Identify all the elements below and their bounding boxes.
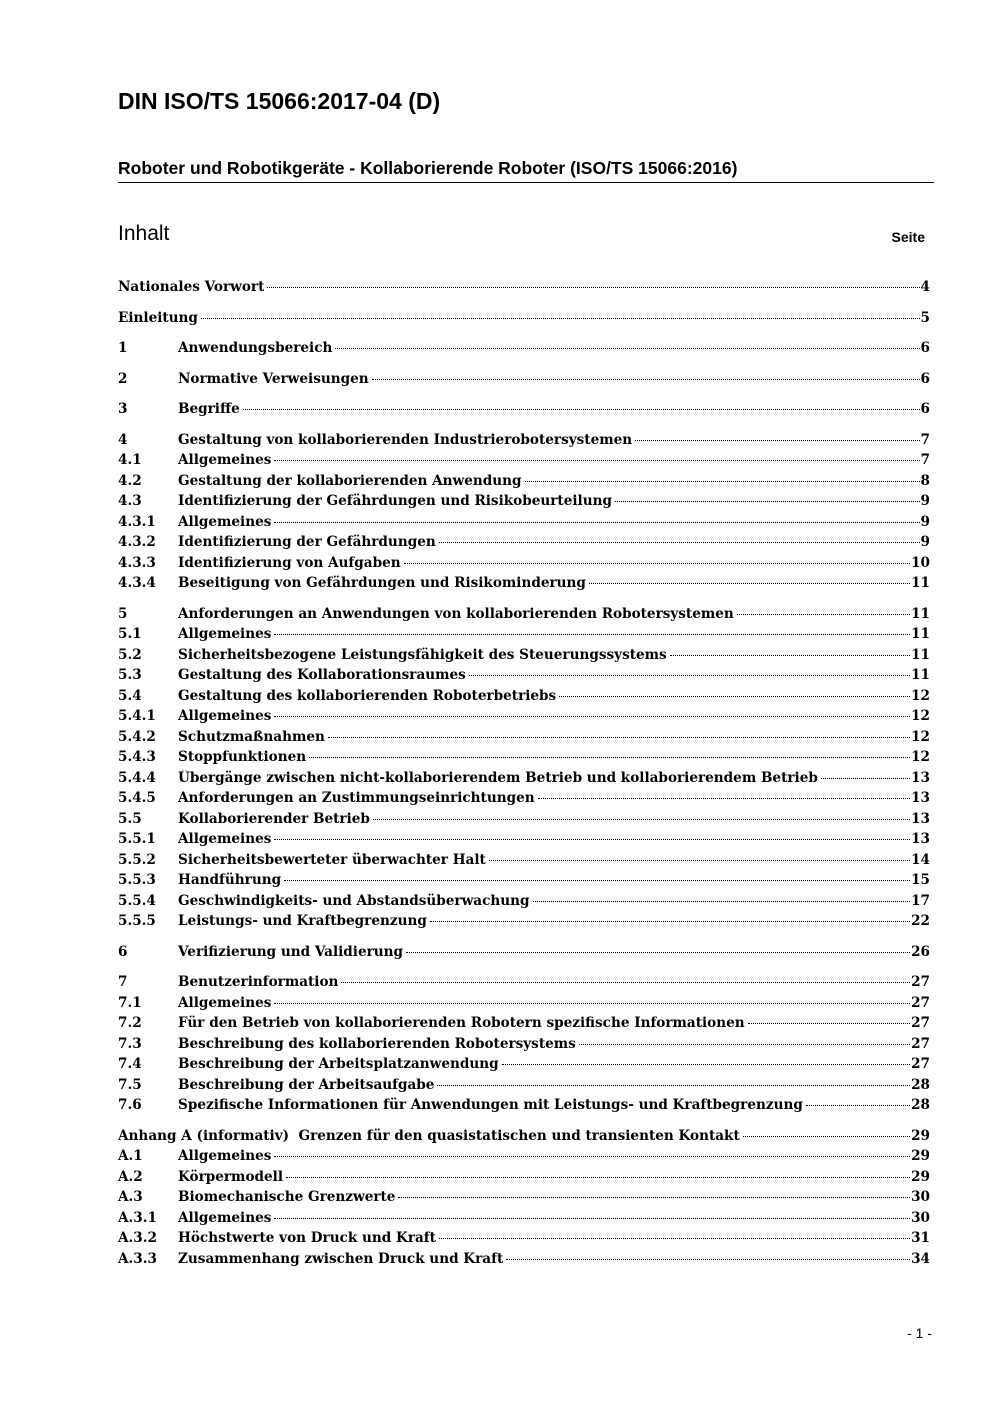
toc-entry-title: Spezifische Informationen für Anwendungen mit Leistungs- und Kraftbegrenzung <box>178 1097 803 1113</box>
toc-entry-title: Sicherheitsbewerteter überwachter Halt <box>178 851 486 868</box>
toc-entry-page: 9 <box>920 534 930 550</box>
toc-dot-leader <box>274 839 910 840</box>
toc-entry-title: Identifizierung der Gefährdungen <box>178 534 436 550</box>
toc-dot-leader <box>748 1023 910 1024</box>
toc-entry-title: Stoppfunktionen <box>178 749 307 765</box>
toc-entry-title: Allgemeines <box>178 1209 272 1226</box>
toc-dot-leader <box>372 379 920 380</box>
toc-entry-title: Allgemeines <box>178 1148 272 1164</box>
toc-entry-title: Sicherheitsbezogene Leistungsfähigkeit des Steuerungssystems <box>178 646 667 663</box>
toc-entry-number: 4 <box>118 431 128 448</box>
toc-entry[interactable] <box>118 401 930 422</box>
toc-entry-page: 7 <box>920 431 930 448</box>
toc-entry-page: 14 <box>911 851 930 868</box>
toc-entry-page: 30 <box>911 1209 930 1226</box>
toc-entry-page: 30 <box>911 1189 930 1205</box>
toc-entry[interactable] <box>118 1036 930 1057</box>
toc-dot-leader <box>286 1177 910 1178</box>
toc-entry-title: Einleitung <box>118 309 198 326</box>
toc-entry-title: Beseitigung von Gefährdungen und Risikominderung <box>178 575 586 591</box>
toc-dot-leader <box>502 1064 910 1065</box>
toc-entry[interactable] <box>118 626 930 647</box>
toc-entry-page: 8 <box>920 472 930 489</box>
toc-entry-title: Körpermodell <box>178 1168 283 1185</box>
toc-entry[interactable] <box>118 1230 930 1251</box>
toc-entry-title: Für den Betrieb von kollaborierenden Robotern spezifische Informationen <box>178 1015 745 1031</box>
toc-entry-number: 5.4 <box>118 687 142 704</box>
toc-entry[interactable] <box>118 575 930 596</box>
toc-entry-number: 7.5 <box>118 1076 142 1093</box>
toc-dot-leader <box>274 634 910 635</box>
toc-entry-title: Anforderungen an Anwendungen von kollaborierenden Robotersystemen <box>178 605 734 622</box>
toc-entry[interactable] <box>118 852 930 873</box>
toc-dot-leader <box>469 675 910 676</box>
toc-entry-number: A.3.1 <box>118 1209 157 1226</box>
toc-entry[interactable] <box>118 913 930 934</box>
toc-entry-number: 7.3 <box>118 1035 142 1052</box>
document-title: DIN ISO/TS 15066:2017-04 (D) <box>118 88 441 114</box>
toc-dot-leader <box>243 409 920 410</box>
toc-dot-leader <box>274 716 910 717</box>
toc-entry-page: 15 <box>911 872 930 888</box>
toc-entry[interactable] <box>118 831 930 852</box>
toc-entry[interactable] <box>118 1015 930 1036</box>
toc-entry[interactable] <box>118 893 930 914</box>
toc-dot-leader <box>525 481 920 482</box>
toc-entry[interactable] <box>118 371 930 392</box>
toc-entry-title: Beschreibung der Arbeitsaufgabe <box>178 1076 435 1093</box>
toc-entry-page: 27 <box>911 994 930 1011</box>
toc-entry[interactable] <box>118 493 930 514</box>
toc-dot-leader <box>430 921 910 922</box>
toc-entry-title: Normative Verweisungen <box>178 370 369 387</box>
toc-entry-title: Benutzerinformation <box>178 974 339 990</box>
toc-entry-number: 5.1 <box>118 626 142 642</box>
toc-dot-leader <box>437 1085 910 1086</box>
toc-entry-page: 28 <box>911 1076 930 1093</box>
toc-entry-title: Begriffe <box>178 401 240 417</box>
toc-dot-leader <box>635 440 919 441</box>
toc-entry[interactable] <box>118 1169 930 1190</box>
toc-entry-title: Übergänge zwischen nicht-kollaborierendem Betrieb und kollaborierendem Betrieb <box>178 769 818 786</box>
toc-entry[interactable] <box>118 872 930 893</box>
toc-entry-number: 5 <box>118 605 128 622</box>
toc-entry-title: Allgemeines <box>178 708 272 724</box>
toc-entry-number: 5.5 <box>118 810 142 827</box>
toc-dot-leader <box>328 737 910 738</box>
toc-entry-number: 5.5.4 <box>118 892 156 909</box>
toc-dot-leader <box>398 1197 910 1198</box>
toc-entry-number: 5.4.3 <box>118 749 156 765</box>
toc-entry[interactable] <box>118 790 930 811</box>
toc-entry[interactable] <box>118 729 930 750</box>
toc-entry-title: Beschreibung des kollaborierenden Robotersystems <box>178 1035 576 1052</box>
toc-entry[interactable] <box>118 534 930 555</box>
toc-dot-leader <box>406 952 910 953</box>
toc-entry-number: 5.4.2 <box>118 728 156 745</box>
toc-dot-leader <box>489 860 910 861</box>
toc-entry[interactable] <box>118 995 930 1016</box>
toc-dot-leader <box>309 757 910 758</box>
toc-entry[interactable] <box>118 944 930 965</box>
toc-entry-page: 11 <box>911 667 930 683</box>
toc-entry[interactable] <box>118 688 930 709</box>
toc-entry-page: 34 <box>911 1250 930 1267</box>
toc-dot-leader <box>439 1238 910 1239</box>
toc-entry[interactable] <box>118 555 930 576</box>
toc-entry-number: 7.4 <box>118 1056 142 1072</box>
toc-entry-title: Gestaltung des kollaborierenden Roboterbetriebs <box>178 687 557 704</box>
toc-entry-title: Höchstwerte von Druck und Kraft <box>178 1230 436 1246</box>
toc-dot-leader <box>821 778 910 779</box>
toc-entry-page: 28 <box>911 1097 930 1113</box>
toc-entry-number: 5.4.4 <box>118 769 156 786</box>
toc-entry-page: 26 <box>911 943 930 960</box>
toc-dot-leader <box>267 287 919 288</box>
toc-entry-number: 4.3.3 <box>118 554 156 571</box>
toc-entry-title: Kollaborierender Betrieb <box>178 810 370 827</box>
toc-entry-number: 4.1 <box>118 452 142 468</box>
toc-entry-page: 11 <box>911 626 930 642</box>
toc-entry[interactable] <box>118 1189 930 1210</box>
toc-dot-leader <box>439 542 920 543</box>
toc-entry-page: 7 <box>920 452 930 468</box>
toc-entry-page: 13 <box>911 831 930 847</box>
toc-dot-leader <box>274 522 919 523</box>
toc-dot-leader <box>274 1156 910 1157</box>
toc-entry-number: 4.3.1 <box>118 513 156 530</box>
toc-entry-number: 5.4.5 <box>118 790 156 806</box>
toc-dot-leader <box>404 563 910 564</box>
toc-dot-leader <box>506 1259 910 1260</box>
toc-entry[interactable] <box>118 1210 930 1231</box>
toc-entry-page: 4 <box>920 279 930 295</box>
toc-entry-number: 5.5.1 <box>118 831 156 847</box>
toc-entry-number: 5.2 <box>118 646 142 663</box>
toc-entry-title: Allgemeines <box>178 513 272 530</box>
toc-dot-leader <box>806 1105 910 1106</box>
toc-entry-title: Anwendungsbereich <box>178 340 333 356</box>
toc-dot-leader <box>373 819 910 820</box>
toc-entry-number: 3 <box>118 401 128 417</box>
toc-dot-leader <box>201 318 920 319</box>
table-of-contents <box>118 279 930 1271</box>
toc-entry-number: 5.3 <box>118 667 142 683</box>
toc-entry[interactable] <box>118 770 930 791</box>
toc-entry-page: 31 <box>911 1230 930 1246</box>
toc-entry-number: 1 <box>118 340 128 356</box>
toc-entry-number: A.3.3 <box>118 1250 157 1267</box>
toc-entry-title: Anforderungen an Zustimmungseinrichtungen <box>178 790 535 806</box>
toc-entry-title: Allgemeines <box>178 626 272 642</box>
toc-entry-page: 11 <box>911 646 930 663</box>
toc-entry-page: 5 <box>920 309 930 326</box>
toc-entry-number: 5.5.2 <box>118 851 156 868</box>
toc-entry-number: A.3 <box>118 1189 143 1205</box>
toc-entry[interactable] <box>118 514 930 535</box>
contents-heading: Inhalt <box>118 222 170 245</box>
toc-entry-title: Gestaltung von kollaborierenden Industrierobotersystemen <box>178 431 633 448</box>
toc-entry-title: Geschwindigkeits- und Abstandsüberwachung <box>178 892 530 909</box>
toc-entry-title: Identifizierung von Aufgaben <box>178 554 401 571</box>
toc-entry-page: 6 <box>920 340 930 356</box>
toc-entry-page: 13 <box>911 769 930 786</box>
toc-entry-page: 9 <box>920 513 930 530</box>
toc-entry-title: Biomechanische Grenzwerte <box>178 1189 396 1205</box>
toc-entry[interactable] <box>118 647 930 668</box>
toc-entry-title: Anhang A (informativ) Grenzen für den quasistatischen und transienten Kontakt <box>118 1127 740 1144</box>
toc-entry-page: 10 <box>911 554 930 571</box>
document-subtitle: Roboter und Robotikgeräte - Kollaborierende Roboter (ISO/TS 15066:2016) <box>118 158 738 178</box>
toc-entry-number: 4.3 <box>118 493 142 509</box>
toc-entry-number: 5.5.3 <box>118 872 156 888</box>
page-number: - 1 - <box>907 1325 932 1341</box>
toc-entry-page: 29 <box>911 1127 930 1144</box>
toc-entry-page: 11 <box>911 575 930 591</box>
toc-entry-number: 4.3.2 <box>118 534 156 550</box>
toc-entry[interactable] <box>118 279 930 300</box>
toc-entry-number: 4.3.4 <box>118 575 156 591</box>
toc-entry[interactable] <box>118 1056 930 1077</box>
toc-entry-number: 7.2 <box>118 1015 142 1031</box>
toc-entry-page: 13 <box>911 790 930 806</box>
toc-entry-number: A.2 <box>118 1168 143 1185</box>
toc-entry-title: Allgemeines <box>178 831 272 847</box>
toc-entry-page: 13 <box>911 810 930 827</box>
toc-dot-leader <box>743 1136 910 1137</box>
toc-dot-leader <box>538 798 910 799</box>
toc-entry[interactable] <box>118 340 930 361</box>
toc-entry-page: 6 <box>920 401 930 417</box>
toc-entry-page: 29 <box>911 1168 930 1185</box>
toc-entry-title: Nationales Vorwort <box>118 279 265 295</box>
toc-entry[interactable] <box>118 708 930 729</box>
toc-entry-page: 27 <box>911 974 930 990</box>
toc-dot-leader <box>284 880 910 881</box>
toc-entry-number: A.1 <box>118 1148 143 1164</box>
toc-entry-number: 7.6 <box>118 1097 142 1113</box>
toc-entry-title: Allgemeines <box>178 452 272 468</box>
toc-entry-number: 5.5.5 <box>118 913 156 929</box>
toc-entry-page: 17 <box>911 892 930 909</box>
toc-dot-leader <box>670 655 910 656</box>
toc-entry-title: Gestaltung des Kollaborationsraumes <box>178 667 466 683</box>
toc-entry[interactable] <box>118 667 930 688</box>
toc-dot-leader <box>589 583 910 584</box>
toc-entry[interactable] <box>118 749 930 770</box>
toc-entry-title: Zusammenhang zwischen Druck und Kraft <box>178 1250 504 1267</box>
toc-entry-title: Identifizierung der Gefährdungen und Risikobeurteilung <box>178 493 612 509</box>
toc-dot-leader <box>274 460 919 461</box>
toc-entry-number: 7 <box>118 974 128 990</box>
toc-entry-number: A.3.2 <box>118 1230 157 1246</box>
toc-entry-page: 12 <box>911 687 930 704</box>
toc-entry-title: Schutzmaßnahmen <box>178 728 325 745</box>
toc-entry-page: 27 <box>911 1035 930 1052</box>
toc-entry-page: 27 <box>911 1056 930 1072</box>
toc-entry-number: 6 <box>118 943 128 960</box>
toc-dot-leader <box>274 1218 910 1219</box>
toc-entry[interactable] <box>118 1077 930 1098</box>
toc-entry-page: 12 <box>911 708 930 724</box>
toc-entry-number: 4.2 <box>118 472 142 489</box>
toc-entry-number: 7.1 <box>118 994 142 1011</box>
toc-entry-page: 11 <box>911 605 930 622</box>
toc-entry-page: 29 <box>911 1148 930 1164</box>
toc-entry[interactable] <box>118 606 930 627</box>
toc-dot-leader <box>533 901 911 902</box>
toc-entry-number: 5.4.1 <box>118 708 156 724</box>
toc-dot-leader <box>615 501 920 502</box>
page-column-heading: Seite <box>891 229 925 245</box>
toc-entry[interactable] <box>118 1148 930 1169</box>
toc-entry[interactable] <box>118 310 930 331</box>
toc-entry[interactable] <box>118 1097 930 1118</box>
toc-dot-leader <box>579 1044 910 1045</box>
toc-entry-page: 9 <box>920 493 930 509</box>
toc-entry-title: Gestaltung der kollaborierenden Anwendung <box>178 472 522 489</box>
toc-entry[interactable] <box>118 974 930 995</box>
toc-dot-leader <box>274 1003 910 1004</box>
toc-entry-title: Allgemeines <box>178 994 272 1011</box>
toc-dot-leader <box>737 614 910 615</box>
toc-entry[interactable] <box>118 473 930 494</box>
toc-entry[interactable] <box>118 1251 930 1272</box>
toc-entry[interactable] <box>118 452 930 473</box>
toc-entry-page: 22 <box>911 913 930 929</box>
toc-entry-number: 2 <box>118 370 128 387</box>
toc-entry-title: Leistungs- und Kraftbegrenzung <box>178 913 427 929</box>
toc-entry-title: Verifizierung und Validierung <box>178 943 404 960</box>
toc-dot-leader <box>559 696 910 697</box>
toc-entry[interactable] <box>118 432 930 453</box>
toc-dot-leader <box>341 982 910 983</box>
toc-entry-page: 12 <box>911 749 930 765</box>
toc-entry-title: Handführung <box>178 872 282 888</box>
toc-entry[interactable] <box>118 811 930 832</box>
toc-entry-title: Beschreibung der Arbeitsplatzanwendung <box>178 1056 499 1072</box>
toc-entry-page: 6 <box>920 370 930 387</box>
toc-entry-page: 12 <box>911 728 930 745</box>
toc-entry-page: 27 <box>911 1015 930 1031</box>
toc-dot-leader <box>335 348 919 349</box>
title-divider <box>118 182 934 183</box>
toc-entry[interactable] <box>118 1128 930 1149</box>
